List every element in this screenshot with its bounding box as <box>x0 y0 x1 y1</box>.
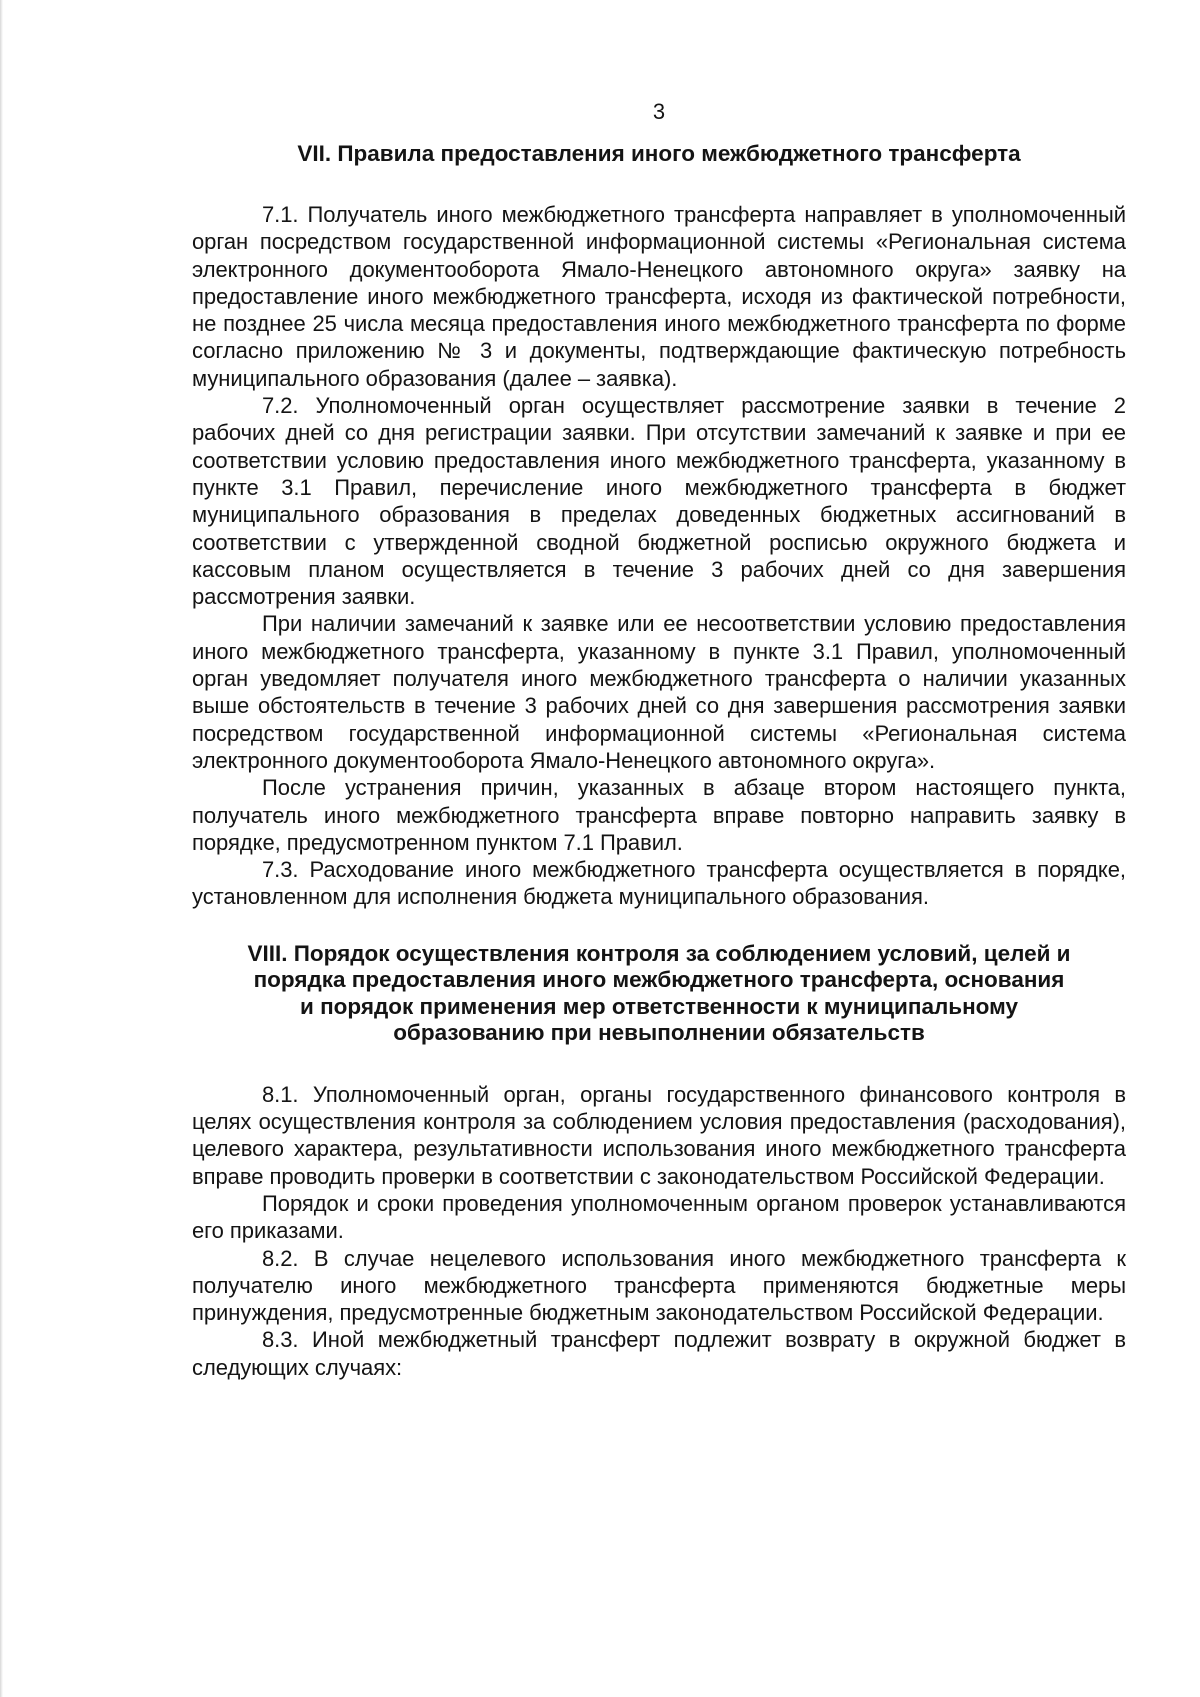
paragraph-7-2-resubmit: После устранения причин, указанных в абзаце втором настоящего пункта, получатель иного межбюджетного трансферта вправе повторно направить заявку в порядке, предусмотренном пунктом 7.1 Правил. <box>192 775 1126 855</box>
section-8-heading <box>192 941 1126 1047</box>
paragraph-8-1-procedure: Порядок и сроки проведения уполномоченным органом проверок устанавливаются его приказами. <box>192 1190 1126 1244</box>
paragraph-8-1: 8.1. Уполномоченный орган, органы государственного финансового контроля в целях осуществления контроля за соблюдением условия предоставления (расходования), целевого характера, результативности использования иного межбюджетного трансферта вправе проводить проверки в соответствии с законодательством Российской Федерации. <box>192 1081 1126 1189</box>
section-8-heading-line: и порядок применения мер ответственности к муниципальному <box>299 993 1018 1019</box>
paragraph-8-3: 8.3. Иной межбюджетный трансферт подлежит возврату в окружной бюджет в следующих случаях: <box>192 1327 1126 1380</box>
paragraph-7-3: 7.3. Расходование иного межбюджетного трансферта осуществляется в порядке, установленном для исполнения бюджета муниципального образования. <box>192 857 1126 910</box>
paragraph-7-2: 7.2. Уполномоченный орган осуществляет рассмотрение заявки в течение 2 рабочих дней со дня регистрации заявки. При отсутствии замечаний к заявке и при ее соответствии условию предоставления иного межбюджетного трансферта, указанному в пункте 3.1 Правил, перечисление иного межбюджетного трансферта в бюджет муниципального образования в пределах доведенных бюджетных ассигнований в соответствии с утвержденной сводной бюджетной росписью окружного бюджета и кассовым планом осуществляется в течение 3 рабочих дней со дня завершения рассмотрения заявки. <box>192 393 1126 610</box>
section-8-heading-line: порядка предоставления иного межбюджетного трансферта, основания <box>253 967 1065 993</box>
document-page <box>192 92 1126 1381</box>
paragraph-8-2: 8.2. В случае нецелевого использования иного межбюджетного трансферта к получателю иного межбюджетного трансферта применяются бюджетные меры принуждения, предусмотренные бюджетным законодательством Российской Федерации. <box>192 1245 1126 1326</box>
paragraph-7-2-remarks: При наличии замечаний к заявке или ее несоответствии условию предоставления иного межбюджетного трансферта, указанному в пункте 3.1 Правил, уполномоченный орган уведомляет получателя иного межбюджетного трансферта о наличии указанных выше обстоятельств в течение 3 рабочих дней со дня завершения рассмотрения заявки посредством государственной информационной системы «Региональная система электронного документооборота Ямало-Ненецкого автономного округа». <box>192 611 1126 773</box>
section-7-body <box>192 201 1126 911</box>
section-8-heading-line: VIII. Порядок осуществления контроля за соблюдением условий, целей и <box>247 940 1071 966</box>
page-number: 3 <box>652 99 666 124</box>
section-8-heading-line: образованию при невыполнении обязательств <box>393 1020 925 1046</box>
paragraph-7-1: 7.1. Получатель иного межбюджетного трансферта направляет в уполномоченный орган посредством государственной информационной системы «Региональная система электронного документооборота Ямало-Ненецкого автономного округа» заявку на предоставление иного межбюджетного трансферта, исходя из фактической потребности, не позднее 25 числа месяца предоставления иного межбюджетного трансферта по форме согласно приложению № 3 и документы, подтверждающие фактическую потребность муниципального образования (далее – заявка). <box>192 202 1126 391</box>
section-7-heading: VII. Правила предоставления иного межбюджетного трансферта <box>297 141 1021 166</box>
section-8-body <box>192 1081 1126 1381</box>
scan-edge <box>0 0 3 1697</box>
